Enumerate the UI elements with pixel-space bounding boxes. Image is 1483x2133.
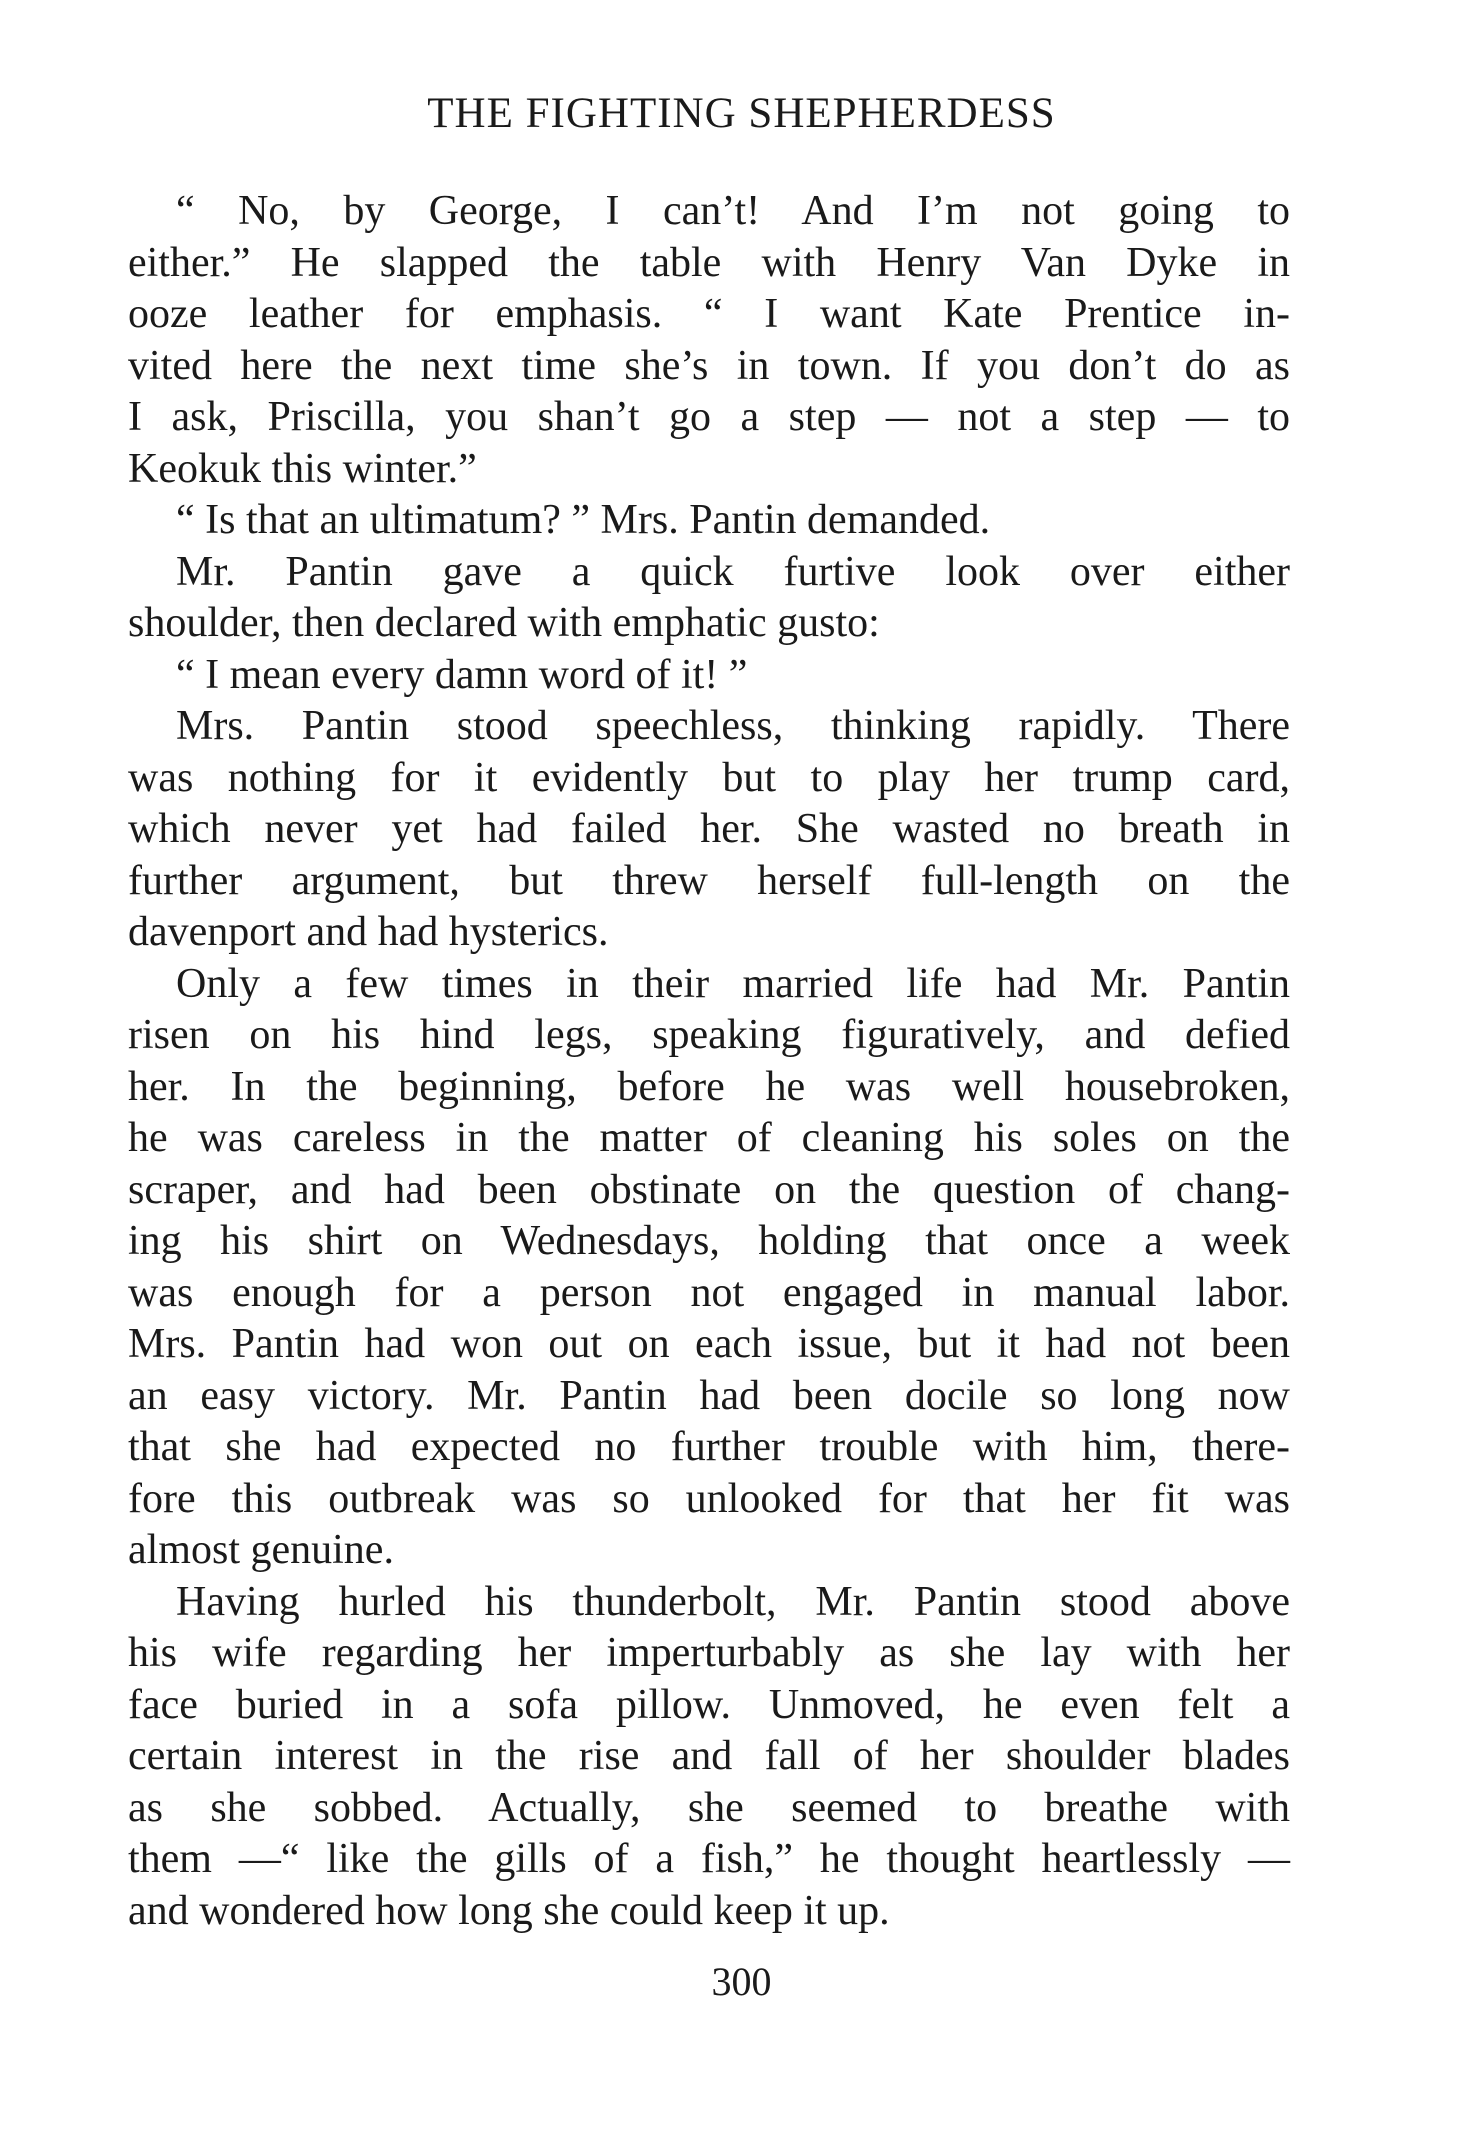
text-line: Mr. Pantin gave a quick furtive look over either [176,548,1290,595]
text-line: either.” He slapped the table with Henry Van Dyke in [128,239,1290,286]
text-line: fore this outbreak was so unlooked for that her fit was [128,1475,1290,1522]
text-line: that she had expected no further trouble with him, there- [128,1424,1290,1470]
text-line: davenport and had hysterics. [128,909,609,955]
text-line: I ask, Priscilla, you shan’t go a step — not a step — to [128,394,1290,440]
body-text [128,186,1290,1937]
text-line: ooze leather for emphasis. “ I want Kate Prentice in- [128,291,1290,337]
text-line: “ I mean every damn word of it! ” [176,651,748,698]
text-line: he was careless in the matter of cleaning his soles on the [128,1115,1290,1161]
text-line: Mrs. Pantin had won out on each issue, but it had not been [128,1321,1290,1367]
text-line: her. In the beginning, before he was well housebroken, [128,1063,1290,1110]
text-line: face buried in a sofa pillow. Unmoved, he even felt a [128,1681,1290,1728]
text-line: scraper, and had been obstinate on the question of chang- [128,1166,1290,1213]
text-line: Having hurled his thunderbolt, Mr. Pantin stood above [176,1578,1290,1625]
text-line: “ No, by George, I can’t! And I’m not going to [176,188,1290,234]
text-line: shoulder, then declared with emphatic gusto: [128,600,880,646]
running-head: THE FIGHTING SHEPHERDESS [427,90,1056,137]
text-line: Keokuk this winter.” [128,445,477,492]
text-line: Only a few times in their married life had Mr. Pantin [176,960,1290,1007]
text-line: which never yet had failed her. She wasted no breath in [128,806,1290,852]
text-line: Mrs. Pantin stood speechless, thinking rapidly. There [176,703,1290,749]
text-line: was enough for a person not engaged in manual labor. [128,1269,1290,1316]
text-line: vited here the next time she’s in town. If you don’t do as [128,342,1290,389]
text-line: “ Is that an ultimatum? ” Mrs. Pantin demanded. [176,497,991,543]
text-line: risen on his hind legs, speaking figuratively, and defied [128,1012,1290,1058]
text-line: his wife regarding her imperturbably as she lay with her [128,1630,1290,1676]
text-line: ing his shirt on Wednesdays, holding that once a week [128,1218,1290,1264]
text-line: was nothing for it evidently but to play her trump card, [128,754,1290,801]
text-line: certain interest in the rise and fall of her shoulder blades [128,1733,1290,1779]
text-line: them —“ like the gills of a fish,” he thought heartlessly — [128,1836,1290,1882]
text-line: an easy victory. Mr. Pantin had been docile so long now [128,1372,1290,1419]
text-line: and wondered how long she could keep it up. [128,1887,890,1934]
text-line: almost genuine. [128,1527,394,1573]
text-line: as she sobbed. Actually, she seemed to breathe with [128,1784,1290,1831]
text-line: further argument, but threw herself full-length on the [128,857,1290,904]
page-number: 300 [711,1959,772,2004]
